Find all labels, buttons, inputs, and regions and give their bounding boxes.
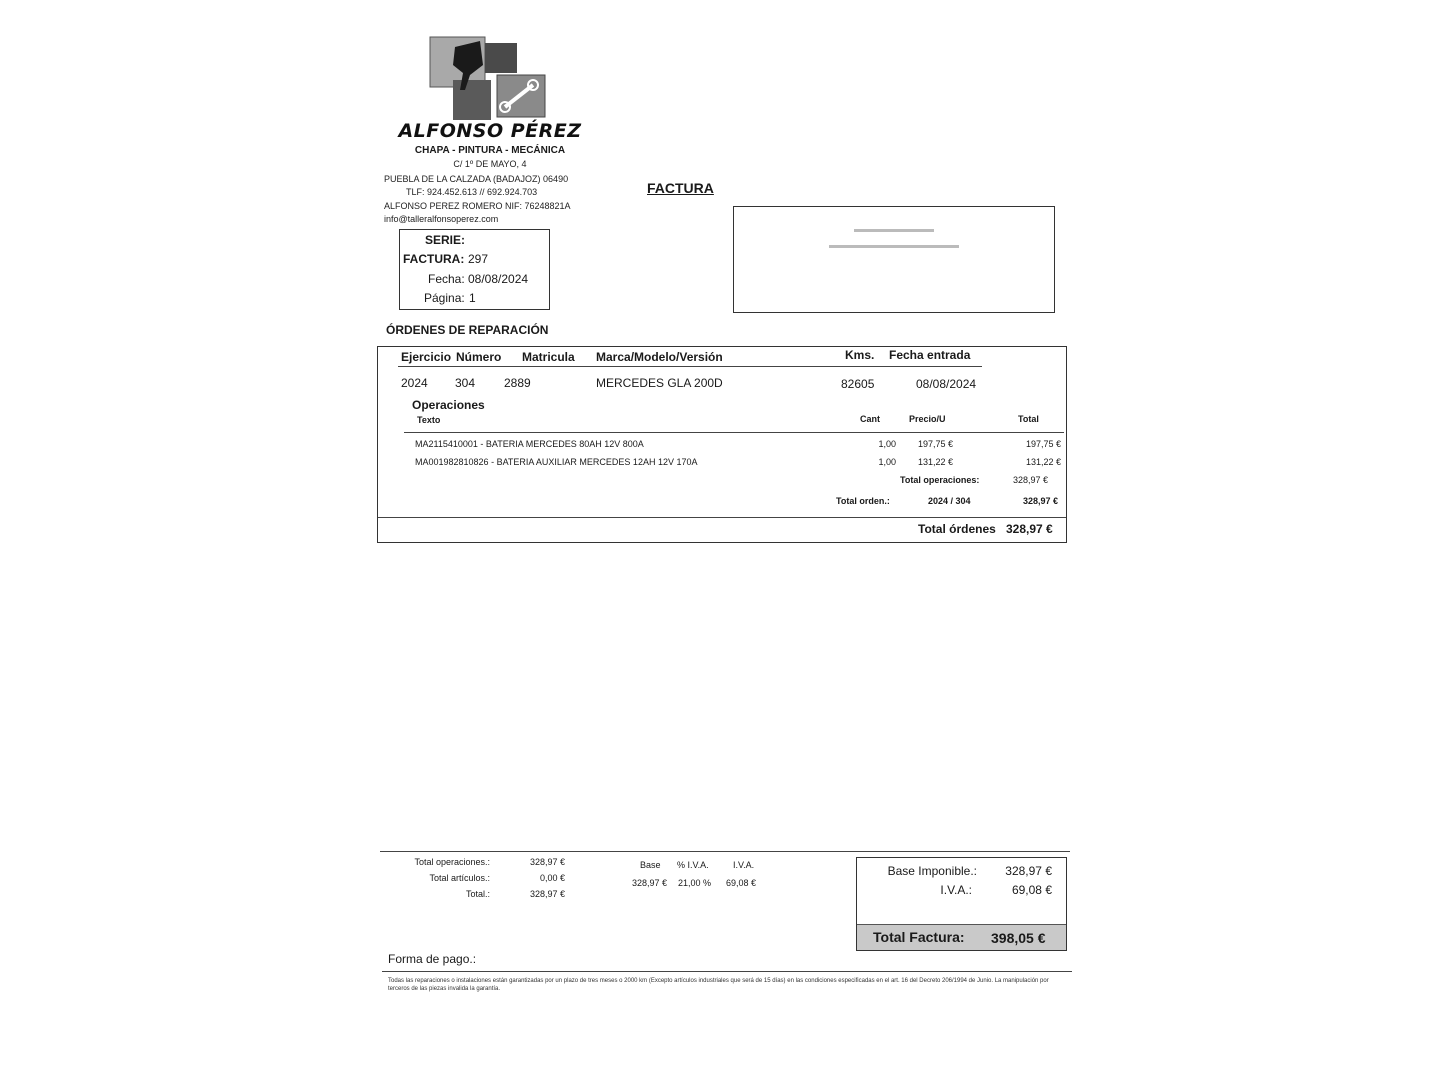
totals-iva-label: I.V.A.: bbox=[940, 883, 972, 897]
header-numero: Número bbox=[456, 350, 502, 364]
base-imponible-value: 328,97 € bbox=[1005, 864, 1052, 878]
invoice-info-box bbox=[399, 229, 550, 310]
header-matricula: Matricula bbox=[522, 350, 575, 364]
line-1-texto: MA2115410001 - BATERIA MERCEDES 80AH 12V 800A bbox=[415, 439, 644, 449]
section-title: ÓRDENES DE REPARACIÓN bbox=[386, 323, 549, 337]
total-ordenes-value: 328,97 € bbox=[1006, 522, 1053, 536]
header-kms: Kms. bbox=[845, 348, 875, 362]
company-phone: TLF: 924.452.613 // 692.924.703 bbox=[406, 187, 538, 197]
summary-total-articulos-value: 0,00 € bbox=[539, 873, 565, 883]
line-2-cant: 1,00 bbox=[878, 457, 896, 467]
company-name: ALFONSO PÉREZ bbox=[398, 120, 582, 142]
total-orden-ref: 2024 / 304 bbox=[928, 496, 971, 506]
total-orden-label: Total orden.: bbox=[836, 496, 890, 506]
col-texto: Texto bbox=[417, 415, 441, 425]
line-2-precio: 131,22 € bbox=[917, 457, 953, 467]
total-ordenes-label: Total órdenes bbox=[918, 522, 996, 536]
redacted-line bbox=[854, 229, 934, 232]
value-marca: MERCEDES GLA 200D bbox=[596, 376, 723, 390]
factura-number: 297 bbox=[468, 252, 489, 266]
footer-line bbox=[382, 971, 1072, 972]
company-logo bbox=[425, 35, 550, 125]
summary-total-operaciones-value: 328,97 € bbox=[529, 857, 565, 867]
client-address-box bbox=[733, 206, 1055, 313]
pagina-label: Página: bbox=[424, 291, 465, 305]
serie-label: SERIE: bbox=[425, 233, 466, 247]
pagina-value: 1 bbox=[469, 291, 476, 305]
company-address-line2: PUEBLA DE LA CALZADA (BADAJOZ) 06490 bbox=[384, 174, 569, 184]
summary-top-line bbox=[380, 851, 1070, 852]
value-fecha-entrada: 08/08/2024 bbox=[916, 377, 977, 391]
summary-total-label: Total.: bbox=[465, 889, 490, 899]
totals-iva-value: 69,08 € bbox=[1011, 883, 1052, 897]
iva-header: I.V.A. bbox=[733, 860, 755, 870]
document-title: FACTURA bbox=[647, 180, 714, 196]
operaciones-label: Operaciones bbox=[412, 398, 485, 412]
iva-base-header: Base bbox=[640, 860, 661, 870]
total-factura-label: Total Factura: bbox=[873, 929, 965, 945]
value-kms: 82605 bbox=[841, 377, 875, 391]
total-factura-band bbox=[857, 924, 1066, 950]
col-precio: Precio/U bbox=[909, 414, 946, 424]
total-operaciones-label: Total operaciones: bbox=[900, 475, 980, 485]
repair-order-box bbox=[377, 346, 1067, 543]
line-1-precio: 197,75 € bbox=[917, 439, 953, 449]
summary-total-operaciones-label: Total operaciones.: bbox=[414, 857, 490, 867]
invoice-totals-box bbox=[856, 857, 1067, 951]
line-1-total: 197,75 € bbox=[1025, 439, 1061, 449]
base-imponible-label: Base Imponible.: bbox=[887, 864, 977, 878]
iva-value: 69,08 € bbox=[726, 878, 757, 888]
col-cant: Cant bbox=[860, 414, 880, 424]
iva-base-value: 328,97 € bbox=[632, 878, 668, 888]
header-underline bbox=[398, 366, 982, 367]
total-orden-value: 328,97 € bbox=[1022, 496, 1058, 506]
order-divider bbox=[378, 517, 1066, 518]
line-2-total: 131,22 € bbox=[1025, 457, 1061, 467]
company-email: info@talleralfonsoperez.com bbox=[384, 214, 499, 224]
header-fecha-entrada: Fecha entrada bbox=[889, 348, 971, 362]
header-ejercicio: Ejercicio bbox=[401, 350, 452, 364]
fecha-label: Fecha: bbox=[428, 272, 465, 286]
value-matricula: 2889 bbox=[504, 376, 531, 390]
col-total: Total bbox=[1018, 414, 1039, 424]
company-address-line1: C/ 1º DE MAYO, 4 bbox=[453, 159, 527, 169]
line-1-cant: 1,00 bbox=[878, 439, 896, 449]
company-tagline: CHAPA - PINTURA - MECÁNICA bbox=[414, 145, 566, 156]
summary-total-value: 328,97 € bbox=[529, 889, 565, 899]
iva-pct-header: % I.V.A. bbox=[677, 860, 709, 870]
total-factura-value: 398,05 € bbox=[991, 930, 1046, 946]
iva-pct-value: 21,00 % bbox=[678, 878, 712, 888]
fecha-value: 08/08/2024 bbox=[468, 272, 529, 286]
value-numero: 304 bbox=[455, 376, 476, 390]
ops-underline bbox=[404, 432, 1064, 433]
company-owner-nif: ALFONSO PEREZ ROMERO NIF: 76248821A bbox=[384, 201, 571, 211]
line-2-texto: MA001982810826 - BATERIA AUXILIAR MERCEDES 12AH 12V 170A bbox=[415, 457, 698, 467]
legal-text: Todas las reparaciones o instalaciones están garantizadas por un plazo de tres meses o 2000 km (Excepto artículos industriales que será de 15 días) en las condiciones especificadas en el art. 16 del Decreto 206/1994 de Junio. La manipulación por terceros de las piezas invalida la garantía. bbox=[388, 978, 1049, 992]
value-ejercicio: 2024 bbox=[401, 376, 428, 390]
forma-pago-label: Forma de pago.: bbox=[388, 952, 477, 966]
total-operaciones-value: 328,97 € bbox=[1012, 475, 1048, 485]
redacted-line bbox=[829, 245, 959, 248]
summary-total-articulos-label: Total artículos.: bbox=[429, 873, 490, 883]
header-marca: Marca/Modelo/Versión bbox=[596, 350, 723, 364]
factura-label: FACTURA: bbox=[403, 252, 465, 266]
